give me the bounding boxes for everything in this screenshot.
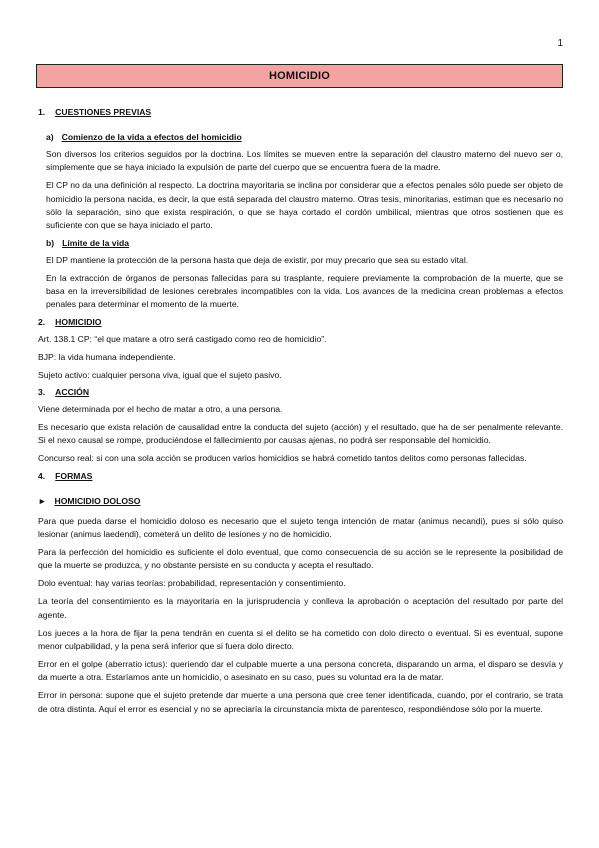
subsection-heading-doloso — [38, 495, 563, 508]
document-title: HOMICIDIO — [268, 70, 331, 82]
section-number: 1. — [38, 107, 46, 117]
paragraph: El DP mantiene la protección de la persona hasta que deja de existir, por muy precario que sea su estado vital. — [46, 254, 469, 265]
section-number: 3. — [38, 387, 46, 398]
section-title: HOMICIDIO — [55, 317, 102, 328]
paragraph: El CP no da una definición al respecto. La doctrina mayoritaria se inclina por considerar que a efectos penales sólo puede ser objeto de homicidio la persona nacida, es decir, la que está separada del claustro materno. Otras tesis, minoritarias, estiman que es necesario no sólo la separación, sino que exista respiración, o que se haya cortado el cordón umbilical, mientras que otros sostienen que es suficiente con que se haya iniciado el parto. — [46, 180, 563, 231]
subsection-title: Límite de la vida — [62, 238, 129, 249]
section-number: 4. — [38, 470, 46, 481]
section-heading-4 — [38, 470, 563, 483]
paragraph: Error en el golpe (aberratio ictus): queriendo dar el culpable muerte a una persona concreta, disparando un arma, el disparo se desvía y da muerte a otra. Estaríamos ante un homicidio, o asesinato en su caso, pues su voluntad era la de matar. — [38, 658, 563, 683]
paragraph: BJP: la vida humana independiente. — [38, 351, 176, 362]
paragraph: Es necesario que exista relación de causalidad entre la conducta del sujeto (acción) y el resultado, que ha de ser penalmente relevante. Si el nexo causal se rompe, produciéndose el fallecimiento por causas ajenas, no podrá ser responsable del homicidio. — [38, 421, 563, 446]
section-title: CUESTIONES PREVIAS — [55, 107, 152, 117]
paragraph: En la extracción de órganos de personas fallecidas para su trasplante, requiere previamente la comprobación de la muerte, que se basa en la irreversibilidad de lesiones cerebrales incompatibles con la vida. Los avances de la medicina crean problemas a efectos penales para determinar el momento de la muerte. — [46, 272, 563, 310]
paragraph: Dolo eventual: hay varias teorías: probabilidad, representación y consentimiento. — [38, 578, 346, 589]
subsection-title: Comienzo de la vida a efectos del homicidio — [61, 132, 242, 143]
paragraph: Los jueces a la hora de fijar la pena tendrán en cuenta si el delito se ha cometido con dolo directo o eventual. Si es eventual, supone menor culpabilidad, y la pena será inferior que si fuera dolo directo. — [38, 627, 563, 651]
arrow-bullet-icon: ► — [38, 496, 47, 507]
paragraph: Concurso real: si con una sola acción se producen varios homicidios se habrá cometido tantos delitos como personas fallecidas. — [38, 453, 527, 464]
title-banner — [36, 64, 563, 88]
subsection-heading-a — [46, 131, 563, 144]
paragraph: Para la perfección del homicidio es suficiente el dolo eventual, que como consecuencia de su acción se le represente la posibilidad de que la muerte se produzca, y no obstante persiste en su conducta y acepta el resultado. — [38, 547, 563, 571]
paragraph: Art. 138.1 CP: “el que matare a otro será castigado como reo de homicidio”. — [38, 333, 327, 344]
paragraph: Para que pueda darse el homicidio doloso es necesario que el sujeto tenga intención de matar (animus necandi), pues si sólo quiso lesionar (animus laedendi), cometerá un delito de lesiones y no de homicidio. — [38, 515, 563, 540]
section-heading-2 — [38, 316, 563, 329]
section-title: FORMAS — [55, 470, 93, 481]
subsection-heading-b — [46, 237, 563, 250]
paragraph: Error in persona: supone que el sujeto pretende dar muerte a una persona que cree tener identificada, cuando, por el contrario, se trata de otra distinta. Aquí el error es esencial y no se apreciaría la circunstancia mixta de parentesco, respondiéndose sólo por la muerte. — [38, 690, 563, 714]
paragraph: Son diversos los criterios seguidos por la doctrina. Los límites se mueven entre la separación del claustro materno del nuevo ser o, simplemente que se haya iniciado la expulsión de parte del cuerpo que se encuentra fuera de la madre. — [46, 148, 563, 173]
section-title: ACCIÓN — [55, 387, 90, 398]
page-number: 1 — [557, 38, 563, 49]
document-body — [38, 106, 563, 721]
subsection-letter: a) — [46, 132, 54, 143]
section-heading-3 — [38, 386, 563, 399]
subsection-letter: b) — [46, 238, 55, 249]
paragraph: Sujeto activo: cualquier persona viva, igual que el sujeto pasivo. — [38, 369, 282, 380]
section-heading-1 — [38, 106, 563, 119]
paragraph: Viene determinada por el hecho de matar a otro, a una persona. — [38, 403, 283, 414]
section-number: 2. — [38, 317, 46, 328]
paragraph: La teoría del consentimiento es la mayoritaria en la jurisprudencia y conlleva la aprobación o aceptación del resultado por parte del agente. — [38, 596, 563, 620]
subsection-title: HOMICIDIO DOLOSO — [54, 496, 141, 507]
